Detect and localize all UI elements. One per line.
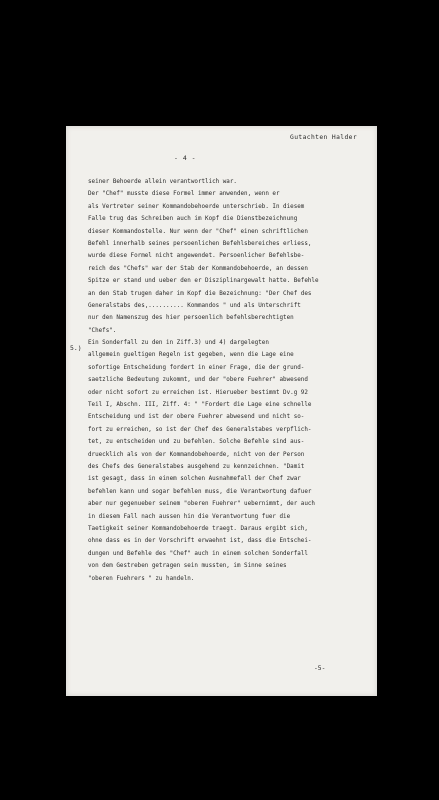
body-text <box>88 176 319 585</box>
text-line: saetzliche Bedeutung zukommt, und der "obere Fuehrer" abwesend <box>88 377 308 384</box>
text-line: ist gesagt, dass in einem solchen Ausnahmefall der Chef zwar <box>88 476 301 483</box>
text-line: wurde diese Formel nicht angewendet. Persoenlicher Befehlsbe- <box>88 253 305 260</box>
text-line: Entscheidung und ist der obere Fuehrer abwesend und nicht so- <box>88 414 305 421</box>
text-line: dungen und Befehle des "Chef" auch in einem solchen Sonderfall <box>88 550 308 557</box>
text-line: nur den Namenszug des hier persoenlich befehlsberechtigten <box>88 315 294 322</box>
text-line: oder nicht sofort zu erreichen ist. Hierueber bestimmt Dv.g 92 <box>88 389 308 396</box>
text-line: Taetigkeit seiner Kommandobehoerde traegt. Daraus ergibt sich, <box>88 525 308 532</box>
text-line: Falle trug das Schreiben auch im Kopf die Dienstbezeichnung <box>88 216 298 223</box>
text-line: an den Stab trugen daher im Kopf die Bezeichnung: "Der Chef des <box>88 290 312 297</box>
text-line: druecklich als von der Kommandobehoerde, nicht von der Person <box>88 451 305 458</box>
text-line: ohne dass es in der Vorschrift erwaehnt ist, dass die Entschei- <box>88 538 312 545</box>
text-line: "oberen Fuehrers " zu handeln. <box>88 575 195 582</box>
page-continuation: -5- <box>314 665 326 672</box>
text-line: Der "Chef" musste diese Formel immer anwenden, wenn er <box>88 191 280 198</box>
text-line: Befehl innerhalb seines persoenlichen Befehlsbereiches erliess, <box>88 240 312 247</box>
page-header: Gutachten Halder <box>290 134 358 141</box>
text-line: allgemein gueltigen Regeln ist gegeben, wenn die Lage eine <box>88 352 294 359</box>
text-line: Ein Sonderfall zu den in Ziff.3) und 4) dargelegten <box>88 340 269 347</box>
text-line: Teil I, Abschn. III, Ziff. 4: " "Fordert die Lage eine schnelle <box>88 402 312 409</box>
text-line: von dem Gestreben getragen sein mussten, im Sinne seines <box>88 563 287 570</box>
text-line: Spitze er stand und ueber den er Disziplinargewalt hatte. Befehle <box>88 278 319 285</box>
text-line: dieser Kommandostelle. Nur wenn der "Chef" einen schriftlichen <box>88 228 308 235</box>
text-line: seiner Behoerde allein verantwortlich war. <box>88 179 237 185</box>
text-line: aber nur gegenueber seinem "oberen Fuehrer" uebernimmt, der auch <box>88 501 315 508</box>
text-line: in diesem Fall nach aussen hin die Verantwortung fuer die <box>88 513 291 520</box>
text-line: Generalstabs des,.......... Kommandos " und als Unterschrift <box>88 302 301 309</box>
text-line: tet, zu entscheiden und zu befehlen. Solche Befehle sind aus- <box>88 439 305 446</box>
text-line: sofortige Entscheidung fordert in einer Frage, die der grund- <box>88 364 305 371</box>
page-number: - 4 - <box>174 154 197 162</box>
text-line: "Chefs". <box>88 327 117 334</box>
text-line: fort zu erreichen, so ist der Chef des Generalstabes verpflich- <box>88 426 312 433</box>
text-line: des Chefs des Generalstabes ausgehend zu kennzeichnen. "Damit <box>88 463 305 470</box>
document-page <box>66 126 377 696</box>
section-marker: 5.) <box>70 344 82 352</box>
text-line: als Vertreter seiner Kommandobehoerde unterschrieb. In diesem <box>88 203 305 210</box>
text-line: befehlen kann und sogar befehlen muss, die Verantwortung dafuer <box>88 488 312 495</box>
text-line: reich des "Chefs" war der Stab der Kommandobehoerde, an dessen <box>88 265 308 272</box>
